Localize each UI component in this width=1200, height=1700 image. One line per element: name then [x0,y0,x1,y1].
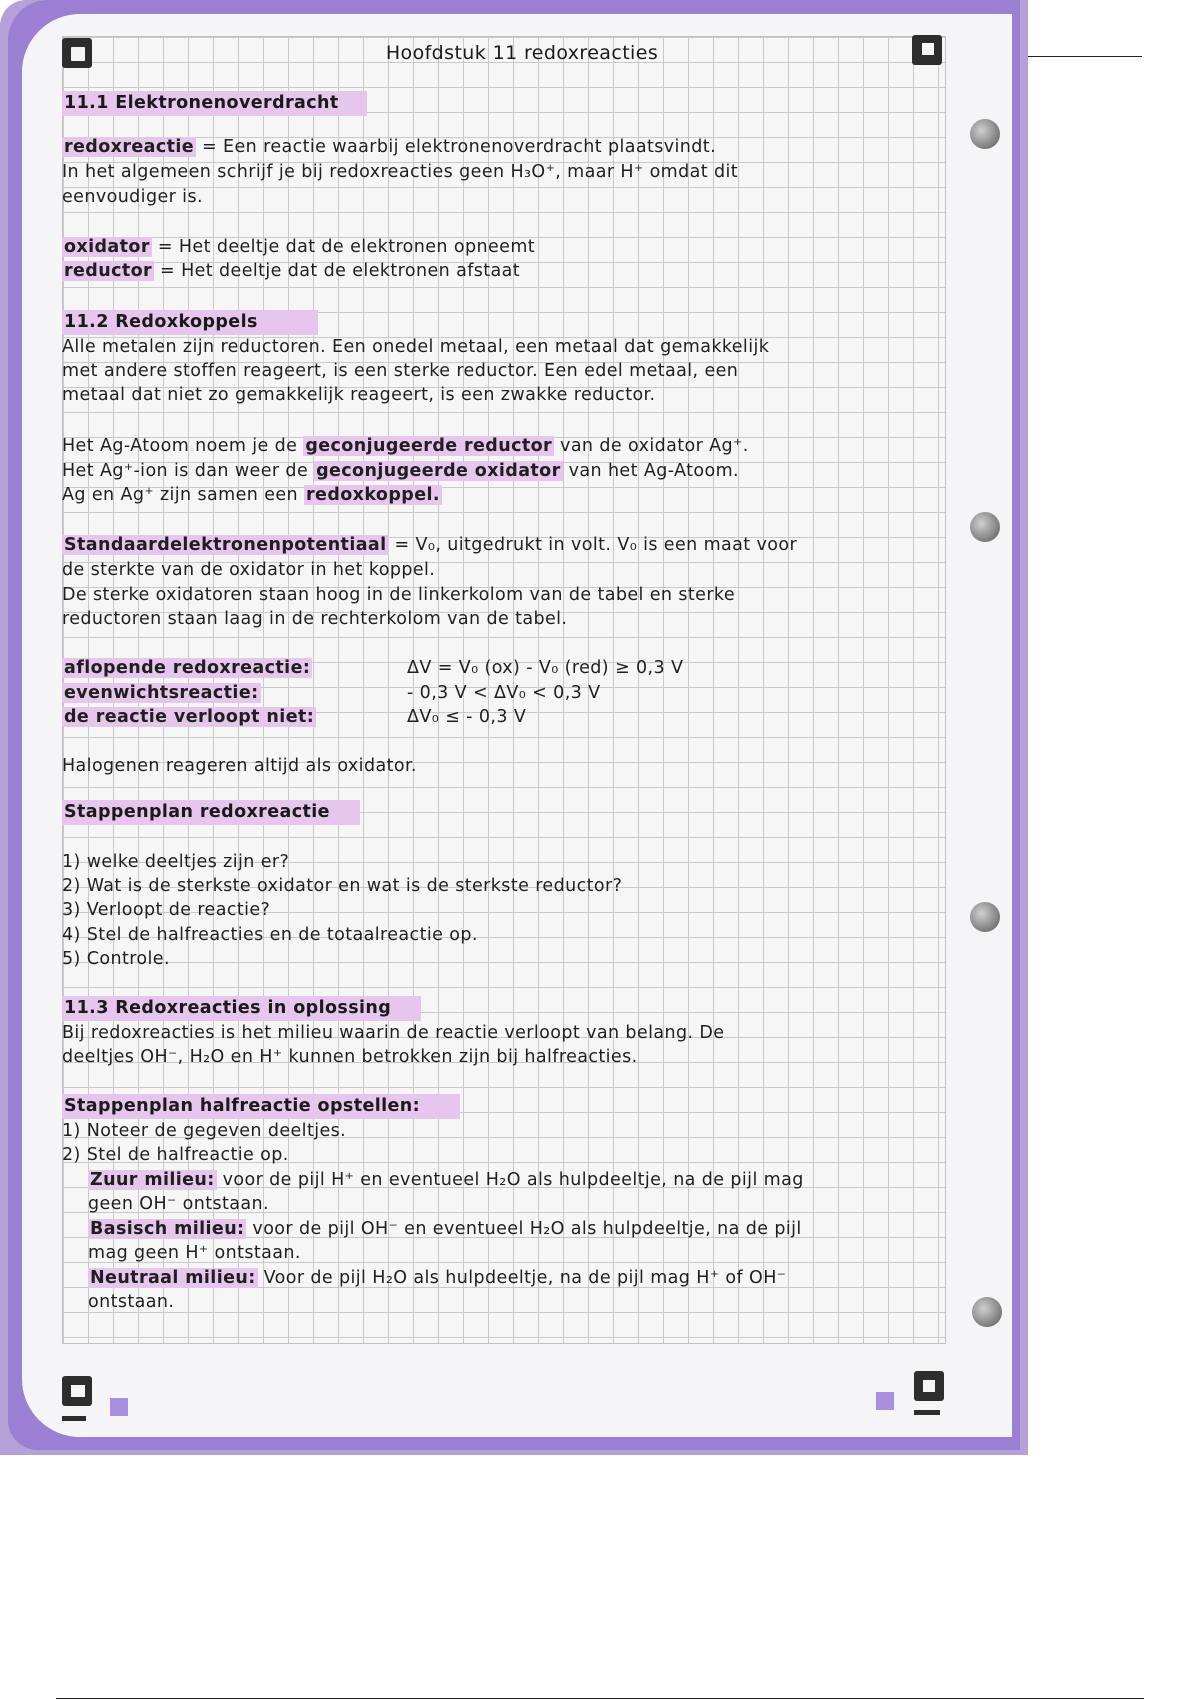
corner-mark-bottom-right-icon [914,1371,944,1401]
section-heading-11-1: 11.1 Elektronenoverdracht [62,91,367,116]
condition-aflopend-value: ΔV = V₀ (ox) - V₀ (red) ≥ 0,3 V [407,658,684,678]
term-geconjugeerde-oxidator: geconjugeerde oxidator [316,461,561,481]
condition-aflopend [62,656,312,681]
condition-label: evenwichtsreactie: [64,683,259,703]
neutraal-milieu-line-2: ontstaan. [88,1292,175,1312]
lilac-square-right [876,1392,894,1410]
text: Voor de pijl H₂O als hulpdeeltje, na de pijl mag H⁺ of OH⁻ [257,1268,787,1288]
s2-p2-line-3 [62,483,442,508]
plan-step: 3) Verloopt de reactie? [62,900,271,920]
reductor-definition [62,259,520,284]
page-rule-bottom [56,1698,1144,1699]
reductor-def-text: = Het deeltje dat de elektronen afstaat [154,261,521,281]
s2-p1-line-2: met andere stoffen reageert, is een sterke reductor. Een edel metaal, een [62,361,739,381]
corner-mark-bottom-left-icon [62,1376,92,1406]
condition-niet [62,705,316,730]
s2-p1-line-1: Alle metalen zijn reductoren. Een onedel metaal, een metaal dat gemakkelijk [62,337,770,357]
sep-line-4: reductoren staan laag in de rechterkolom van de tabel. [62,609,568,629]
term-redoxkoppel: redoxkoppel. [306,485,440,505]
plan-step: 4) Stel de halfreacties en de totaalreactie op. [62,925,478,945]
text: van het Ag-Atoom. [562,461,739,481]
scan-dash-left [62,1416,86,1421]
text: = V₀, uitgedrukt in volt. V₀ is een maat voor [388,535,798,555]
sep-line-3: De sterke oxidatoren staan hoog in de linkerkolom van de tabel en sterke [62,585,735,605]
condition-label: de reactie verloopt niet: [64,707,315,727]
term-standaardelektronenpotentiaal: Standaardelektronenpotentiaal [64,535,387,555]
condition-label: aflopende redoxreactie: [64,658,311,678]
zuur-milieu-line-1 [88,1168,804,1193]
half-step-2: 2) Stel de halfreactie op. [62,1145,289,1165]
plan-step: 1) welke deeltjes zijn er? [62,852,290,872]
corner-mark-top-right-icon [912,35,942,65]
stappenplan-halfreactie-heading: Stappenplan halfreactie opstellen: [62,1094,460,1119]
condition-evenwicht [62,681,261,706]
binder-hole-icon [970,902,1000,932]
text: Het Ag-Atoom noem je de [62,436,304,456]
s2-p2-line-1 [62,434,749,459]
corner-mark-top-left-icon [62,38,92,68]
condition-evenwicht-value: - 0,3 V < ΔV₀ < 0,3 V [407,683,601,703]
halogen-note: Halogenen reageren altijd als oxidator. [62,756,417,776]
term-oxidator: oxidator [64,237,150,257]
redox-note-line-1: In het algemeen schrijf je bij redoxreacties geen H₃O⁺, maar H⁺ omdat dit [62,162,739,182]
term-redoxreactie: redoxreactie [64,137,195,157]
term-neutraal-milieu: Neutraal milieu: [90,1268,256,1288]
sep-line-2: de sterkte van de oxidator in het koppel. [62,560,436,580]
term-zuur-milieu: Zuur milieu: [90,1170,215,1190]
text: van de oxidator Ag⁺. [554,436,749,456]
scan-dash-right [914,1410,940,1415]
term-basisch-milieu: Basisch milieu: [90,1219,245,1239]
zuur-milieu-line-2: geen OH⁻ ontstaan. [88,1194,269,1214]
page-rule-top [1028,56,1142,57]
page-title: Hoofdstuk 11 redoxreacties [385,42,659,64]
text: voor de pijl OH⁻ en eventueel H₂O als hulpdeeltje, na de pijl [246,1219,802,1239]
s2-p1-line-3: metaal dat niet zo gemakkelijk reageert, is een zwakke reductor. [62,385,656,405]
text: Het Ag⁺-ion is dan weer de [62,461,315,481]
text: voor de pijl H⁺ en eventueel H₂O als hulpdeeltje, na de pijl mag [216,1170,804,1190]
s3-p1-line-1: Bij redoxreacties is het milieu waarin de reactie verloopt van belang. De [62,1023,725,1043]
redox-definition [62,135,716,160]
s3-p1-line-2: deeltjes OH⁻, H₂O en H⁺ kunnen betrokken zijn bij halfreacties. [62,1047,638,1067]
term-reductor: reductor [64,261,153,281]
redox-def-text: = Een reactie waarbij elektronenoverdracht plaatsvindt. [196,137,717,157]
oxidator-def-text: = Het deeltje dat de elektronen opneemt [151,237,536,257]
oxidator-definition [62,235,535,260]
basisch-milieu-line-1 [88,1217,802,1242]
sep-definition [62,533,797,558]
s2-p2-line-2 [62,459,739,484]
plan-step: 5) Controle. [62,949,170,969]
plan-step: 2) Wat is de sterkste oxidator en wat is de sterkste reductor? [62,876,623,896]
lilac-square-left [110,1398,128,1416]
half-step-1: 1) Noteer de gegeven deeltjes. [62,1121,347,1141]
basisch-milieu-line-2: mag geen H⁺ ontstaan. [88,1243,301,1263]
redox-note-line-2: eenvoudiger is. [62,187,203,207]
term-geconjugeerde-reductor: geconjugeerde reductor [305,436,553,456]
text: Ag en Ag⁺ zijn samen een [62,485,305,505]
stappenplan-redox-heading: Stappenplan redoxreactie [62,800,360,825]
neutraal-milieu-line-1 [88,1266,786,1291]
binder-hole-icon [970,512,1000,542]
section-heading-11-2: 11.2 Redoxkoppels [62,310,318,335]
section-heading-11-3: 11.3 Redoxreacties in oplossing [62,996,421,1021]
binder-hole-icon [972,1297,1002,1327]
binder-hole-icon [970,119,1000,149]
condition-niet-value: ΔV₀ ≤ - 0,3 V [407,707,527,727]
